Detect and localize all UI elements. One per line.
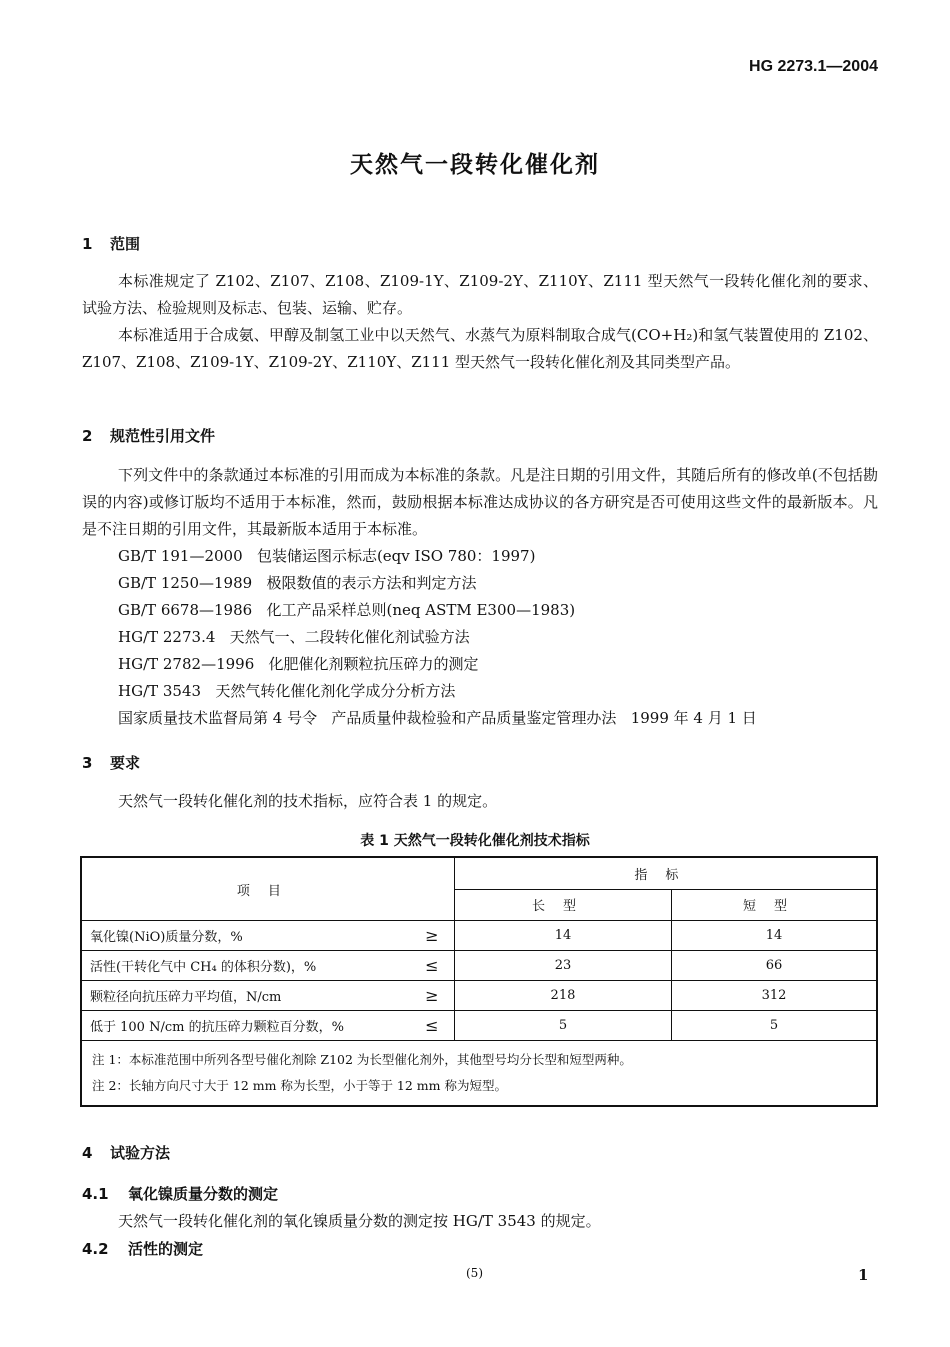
section-number: 3 bbox=[82, 754, 93, 772]
section-2-paragraph: 下列文件中的条款通过本标准的引用而成为本标准的条款。凡是注日期的引用文件，其随后所有的修改单(不包括勘误的内容)或修订版均不适用于本标准，然而，鼓励根据本标准达成协议的各方研究是否可使用这些文件的最新版本。凡是不注日期的引用文件，其最新版本适用于本标准。 bbox=[82, 466, 878, 538]
row-item: 氧化镍(NiO)质量分数，% bbox=[81, 921, 410, 951]
section-title: 范围 bbox=[110, 235, 141, 253]
section-number: 4 bbox=[82, 1144, 93, 1162]
table-row bbox=[81, 981, 877, 1011]
section-4-2-heading bbox=[82, 1238, 203, 1259]
section-number: 4.2 bbox=[82, 1240, 109, 1258]
section-title: 氧化镍质量分数的测定 bbox=[128, 1185, 279, 1203]
row-long: 23 bbox=[454, 951, 671, 981]
page-number: 1 bbox=[858, 1266, 869, 1284]
row-short: 5 bbox=[672, 1011, 877, 1041]
section-4-1-heading bbox=[82, 1183, 278, 1204]
spec-table bbox=[80, 856, 878, 1107]
row-symbol: ≤ bbox=[410, 951, 454, 981]
row-symbol: ≥ bbox=[410, 981, 454, 1011]
section-1-heading bbox=[82, 233, 140, 254]
reference-item: 国家质量技术监督局第 4 号令 产品质量仲裁检验和产品质量鉴定管理办法 1999 年 4 月 1 日 bbox=[118, 709, 757, 727]
reference-item: HG/T 2273.4 天然气一、二段转化催化剂试验方法 bbox=[118, 628, 470, 646]
section-title: 要求 bbox=[110, 754, 141, 772]
header-item: 项目 bbox=[81, 857, 454, 921]
footer-page-ref: (5) bbox=[466, 1266, 483, 1280]
row-long: 14 bbox=[454, 921, 671, 951]
section-number: 4.1 bbox=[82, 1185, 109, 1203]
section-4-1-paragraph: 天然气一段转化催化剂的氧化镍质量分数的测定按 HG/T 3543 的规定。 bbox=[118, 1212, 601, 1230]
section-title: 活性的测定 bbox=[128, 1240, 204, 1258]
header-short: 短型 bbox=[672, 889, 877, 921]
row-short: 66 bbox=[672, 951, 877, 981]
row-long: 218 bbox=[454, 981, 671, 1011]
reference-item: HG/T 3543 天然气转化催化剂化学成分分析方法 bbox=[118, 682, 456, 700]
reference-item: GB/T 6678—1986 化工产品采样总则(neq ASTM E300—1983) bbox=[118, 601, 576, 619]
row-short: 14 bbox=[672, 921, 877, 951]
standard-number: HG 2273.1—2004 bbox=[749, 58, 878, 75]
row-item: 低于 100 N/cm 的抗压碎力颗粒百分数，% bbox=[81, 1011, 410, 1041]
table-row bbox=[81, 951, 877, 981]
section-title: 试验方法 bbox=[110, 1144, 171, 1162]
section-2-heading bbox=[82, 425, 215, 446]
document-title: 天然气一段转化催化剂 bbox=[350, 152, 600, 178]
table-row bbox=[81, 921, 877, 951]
table-note: 注 1：本标准范围中所列各型号催化剂除 Z102 为长型催化剂外，其他型号均分长型和短型两种。 bbox=[92, 1052, 632, 1067]
table-caption: 表 1 天然气一段转化催化剂技术指标 bbox=[360, 833, 590, 849]
table-note: 注 2：长轴方向尺寸大于 12 mm 称为长型，小于等于 12 mm 称为短型。 bbox=[92, 1078, 507, 1093]
table-notes bbox=[81, 1041, 877, 1107]
section-title: 规范性引用文件 bbox=[110, 427, 216, 445]
table-row bbox=[81, 1011, 877, 1041]
row-long: 5 bbox=[454, 1011, 671, 1041]
section-3-heading bbox=[82, 752, 140, 773]
reference-item: GB/T 1250—1989 极限数值的表示方法和判定方法 bbox=[118, 574, 477, 592]
section-number: 1 bbox=[82, 235, 93, 253]
header-index: 指标 bbox=[454, 857, 877, 889]
section-3-paragraph: 天然气一段转化催化剂的技术指标，应符合表 1 的规定。 bbox=[118, 792, 498, 810]
row-item: 活性(干转化气中 CH₄ 的体积分数)，% bbox=[81, 951, 410, 981]
reference-item: GB/T 191—2000 包装储运图示标志(eqv ISO 780：1997) bbox=[118, 547, 536, 565]
section-1-paragraph-2: 本标准适用于合成氨、甲醇及制氢工业中以天然气、水蒸气为原料制取合成气(CO+H₂)和氢气装置使用的 Z102、Z107、Z108、Z109-1Y、Z109-2Y、Z110Y、Z111 型天然气一段转化催化剂及其同类型产品。 bbox=[82, 326, 878, 371]
reference-item: HG/T 2782—1996 化肥催化剂颗粒抗压碎力的测定 bbox=[118, 655, 479, 673]
row-short: 312 bbox=[672, 981, 877, 1011]
row-symbol: ≥ bbox=[410, 921, 454, 951]
row-symbol: ≤ bbox=[410, 1011, 454, 1041]
section-4-heading bbox=[82, 1142, 170, 1163]
section-1-paragraph-1: 本标准规定了 Z102、Z107、Z108、Z109-1Y、Z109-2Y、Z110Y、Z111 型天然气一段转化催化剂的要求、试验方法、检验规则及标志、包装、运输、贮存。 bbox=[82, 272, 878, 317]
section-number: 2 bbox=[82, 427, 93, 445]
row-item: 颗粒径向抗压碎力平均值，N/cm bbox=[81, 981, 410, 1011]
header-long: 长型 bbox=[454, 889, 671, 921]
